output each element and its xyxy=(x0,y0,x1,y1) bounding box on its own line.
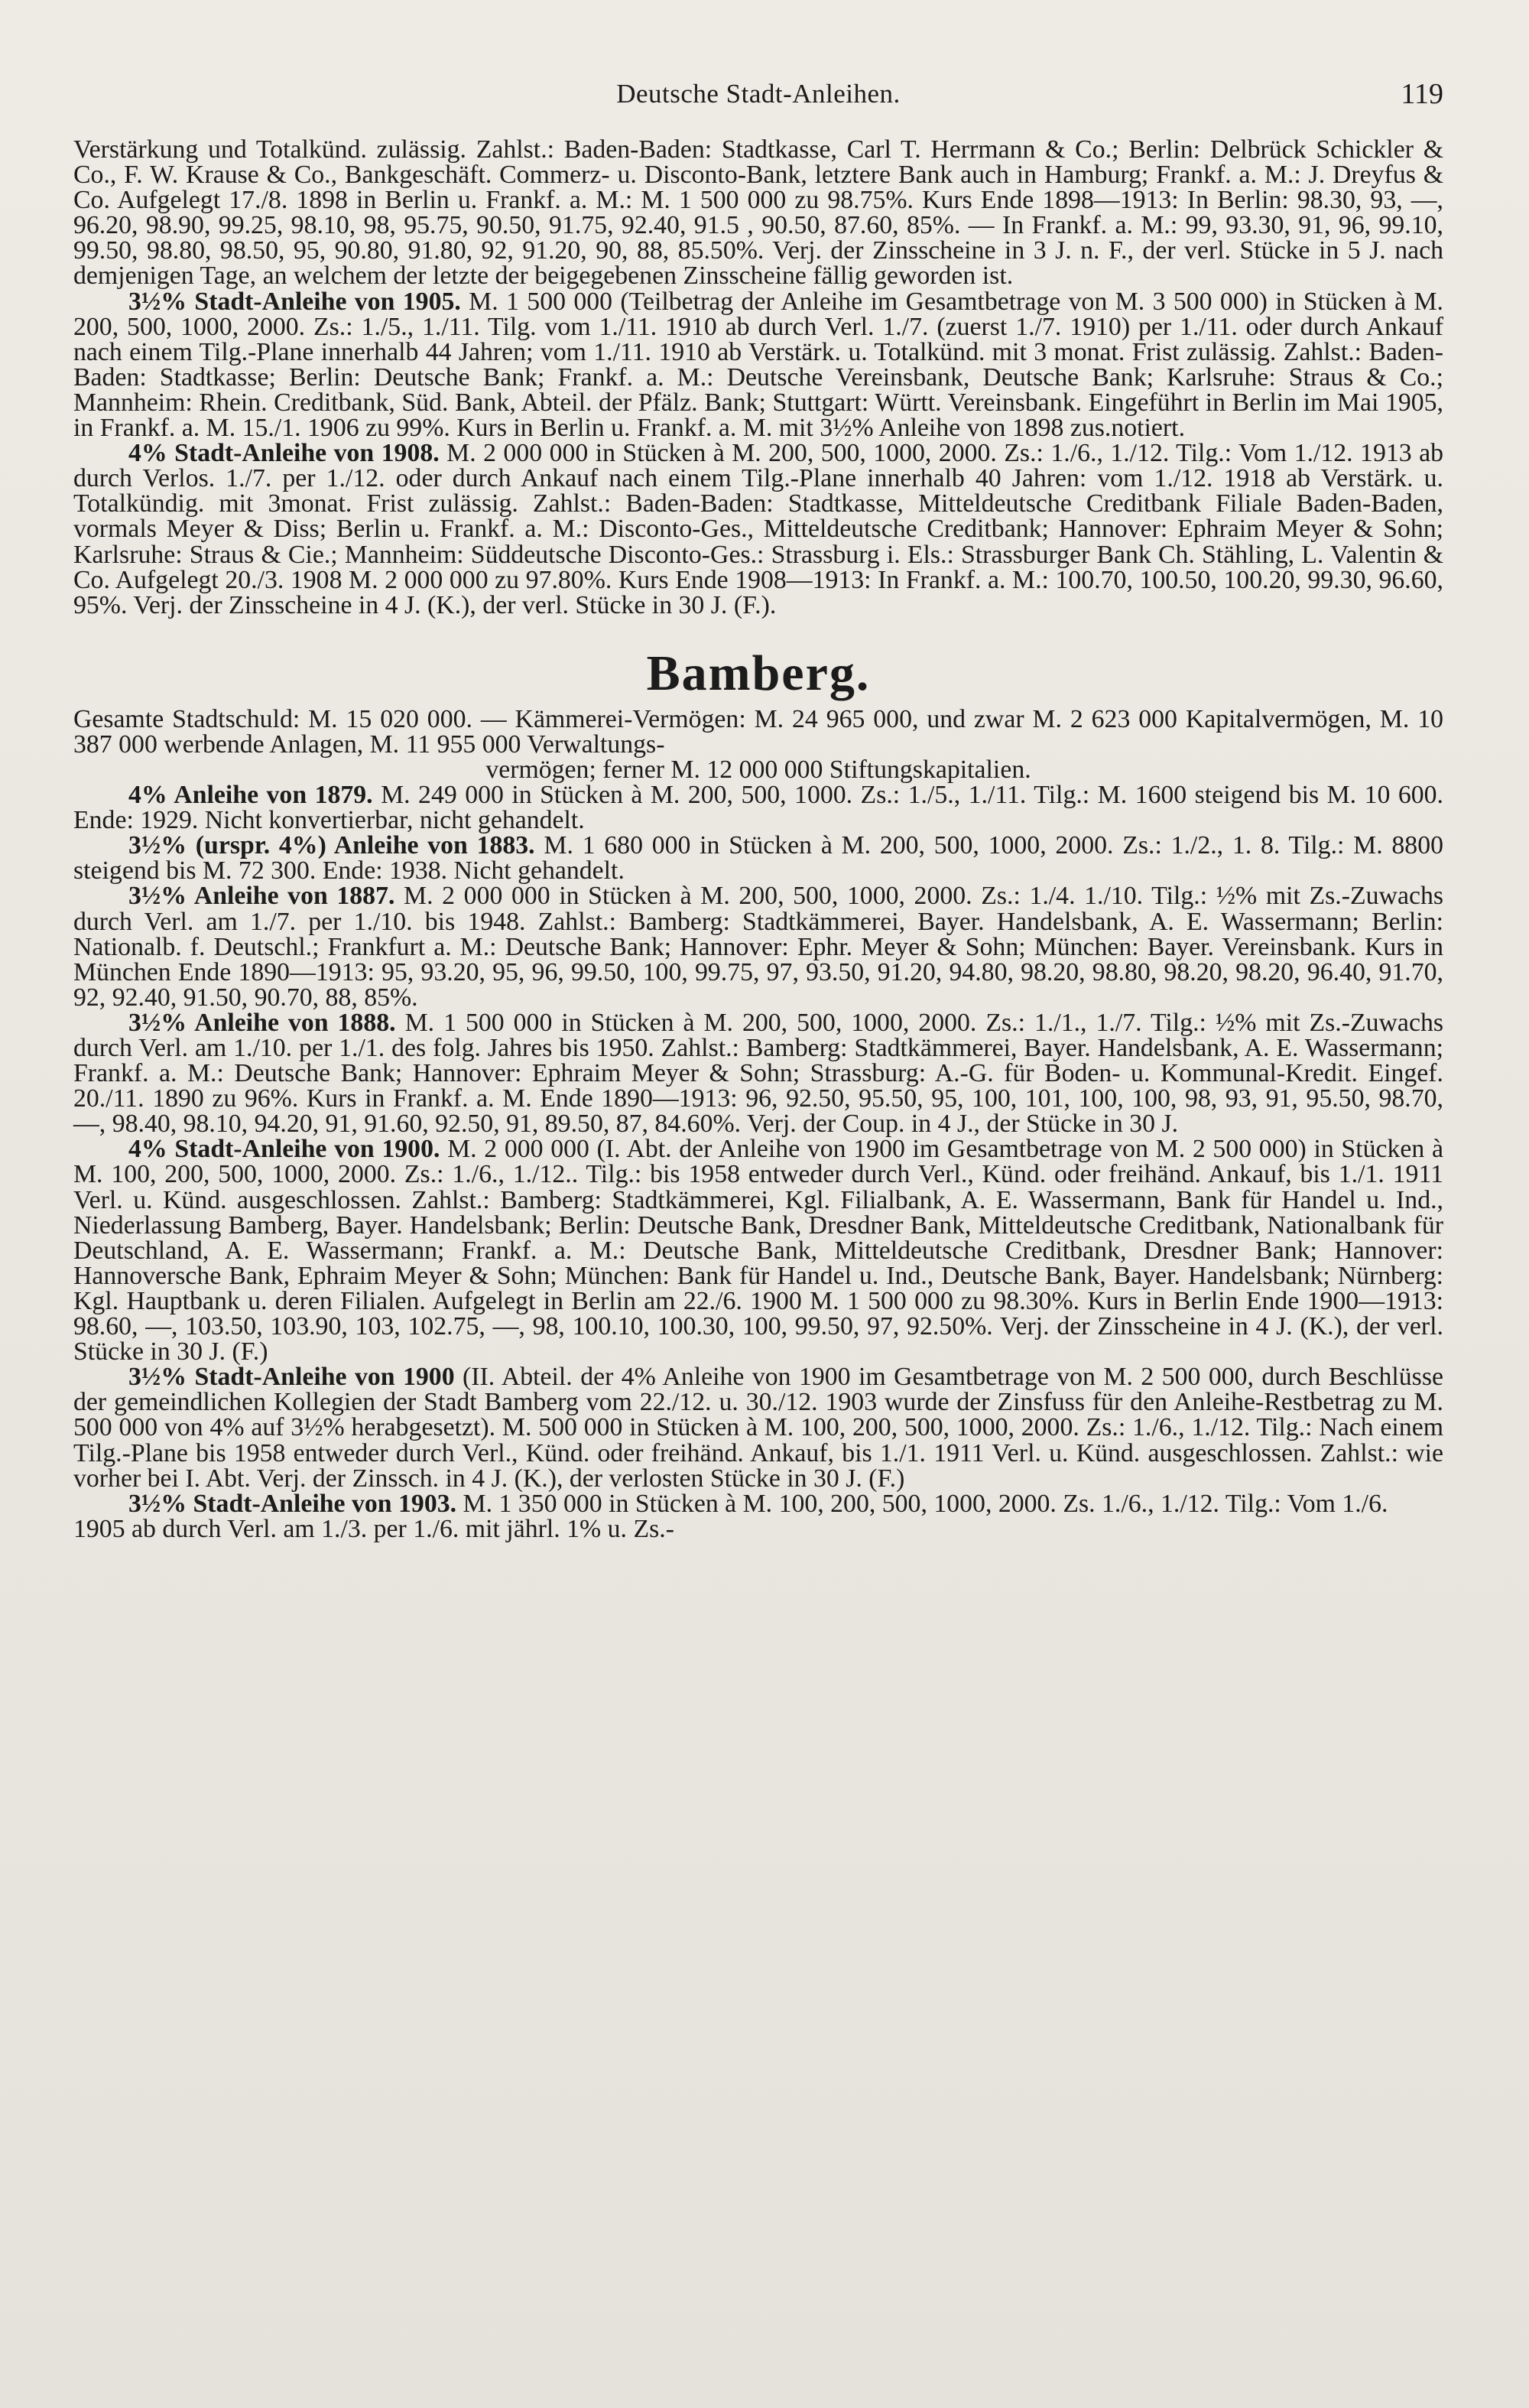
city-summary-last-line xyxy=(73,757,1443,782)
loan-text: M. 249 000 in Stücken à M. 200, 500, 1000. Zs.: 1./5., 1./11. Tilg.: M. 1600 steigend bis M. 10 600. Ende: 1929. Nicht konvertierbar, nicht gehandelt. xyxy=(73,781,1443,835)
loan-heading: 3½% Anleihe von 1887. xyxy=(128,882,395,911)
loan-text: (II. Abteil. der 4% Anleihe von 1900 im Gesamtbetrage von M. 2 500 000, durch Beschlüsse der gemeindlichen Kollegien der Stadt Bamberg vom 22./12. u. 30./12. 1903 wurde der Zinsfuss für den Anleihe-Restbetrag zu M. 500 000 von 4% auf 3½% herabgesetzt). M. 500 000 in Stücken à M. 100, 200, 500, 1000, 2000. Zs.: 1./6., 1./12. Tilg.: Nach einem Tilg.-Plane bis 1958 entweder durch Verl., Künd. oder freihänd. Ankauf, bis 1./1. 1911 Verl. u. Künd. ausgeschlossen. Zahlst.: wie vorher bei I. Abt. Verj. der Zinssch. in 4 J. (K.), der verlosten Stücke in 30 J. (F.) xyxy=(73,1363,1443,1493)
page-number: 119 xyxy=(1401,78,1443,110)
loan-entry-1879 xyxy=(73,782,1443,833)
loan-heading: 4% Anleihe von 1879. xyxy=(128,781,373,810)
paragraph-text: Verstärkung und Totalkünd. zulässig. Zahlst.: Baden-Baden: Stadtkasse, Carl T. Herrmann & Co.; Berlin: Delbrück Schickler & Co., F. W. Krause & Co., Bankgeschäft. Commerz- u. Disconto-Bank, letztere Bank auch in Hamburg; Frankf. a. M.: J. Dreyfus & Co. Aufgelegt 17./8. 1898 in Berlin u. Frankf. a. M.: M. 1 500 000 zu 98.75%. Kurs Ende 1898—1913: In Berlin: 98.30, 93, —, 96.20, 98.90, 99.25, 98.10, 98, 95.75, 90.50, 91.75, 92.40, 91.5 , 90.50, 87.60, 85%. — In Frankf. a. M.: 99, 93.30, 91, 96, 99.10, 99.50, 98.80, 98.50, 95, 90.80, 91.80, 92, 91.20, 90, 88, 85.50%. Verj. der Zinsscheine in 3 J. n. F., der verl. Stücke in 5 J. nach demjenigen Tage, an welchem der letzte der beigegebenen Zinsscheine fällig geworden ist. xyxy=(73,135,1443,291)
loan-heading: 3½% (urspr. 4%) Anleihe von 1883. xyxy=(128,831,535,860)
loan-text: M. 2 000 000 in Stücken à M. 200, 500, 1000, 2000. Zs.: 1./6., 1./12. Tilg.: Vom 1./12. 1913 ab durch Verlos. 1./7. per 1./12. oder durch Ankauf nach einem Tilg.-Plane innerhalb 40 Jahren: vom 1./12. 1918 ab Verstärk. u. Totalkündig. mit 3monat. Frist zulässig. Zahlst.: Baden-Baden: Stadtkasse, Mitteldeutsche Creditbank Filiale Baden-Baden, vormals Meyer & Diss; Berlin u. Frankf. a. M.: Disconto-Ges., Mitteldeutsche Creditbank; Hannover: Ephraim Meyer & Sohn; Karlsruhe: Straus & Cie.; Mannheim: Süddeutsche Disconto-Ges.: Strassburg i. Els.: Strassburger Bank Ch. Stähling, L. Valentin & Co. Aufgelegt 20./3. 1908 M. 2 000 000 zu 97.80%. Kurs Ende 1908—1913: In Frankf. a. M.: 100.70, 100.50, 100.20, 99.30, 96.60, 95%. Verj. der Zinsscheine in 4 J. (K.), der verl. Stücke in 30 J. (F.). xyxy=(73,439,1443,619)
loan-heading: 4% Stadt-Anleihe von 1908. xyxy=(128,439,440,468)
loan-entry-1908 xyxy=(73,440,1443,618)
loan-entry-1883 xyxy=(73,831,1443,886)
city-summary-main: Gesamte Stadtschuld: M. 15 020 000. — Kämmerei-Vermögen: M. 24 965 000, und zwar M. 2 623 000 Kapitalvermögen, M. 10 387 000 werbende Anlagen, M. 11 955 000 Verwaltungs- xyxy=(73,704,1443,759)
loan-text: M. 1 350 000 in Stücken à M. 100, 200, 500, 1000, 2000. Zs. 1./6., 1./12. Tilg.: Vom 1./6. 1905 ab durch Verl. am 1./3. per 1./6. mit jährl. 1% u. Zs.- xyxy=(73,1489,1388,1543)
loan-text: M. 1 500 000 (Teilbetrag der Anleihe im Gesamtbetrage von M. 3 500 000) in Stücken à M. 200, 500, 1000, 2000. Zs.: 1./5., 1./11. Tilg. vom 1./11. 1910 ab durch Verl. 1./7. (zuerst 1./7. 1910) per 1./11. oder durch Ankauf nach einem Tilg.-Plane innerhalb 44 Jahren; vom 1./11. 1910 ab Verstärk. u. Totalkünd. mit 3 monat. Frist zulässig. Zahlst.: Baden-Baden: Stadtkasse; Berlin: Deutsche Bank; Frankf. a. M.: Deutsche Vereinsbank, Deutsche Bank; Karlsruhe: Straus & Co.; Mannheim: Rhein. Creditbank, Süd. Bank, Abteil. der Pfälz. Bank; Stuttgart: Württ. Vereinsbank. Eingeführt in Berlin im Mai 1905, in Frankf. a. M. 15./1. 1906 zu 99%. Kurs in Berlin u. Frankf. a. M. mit 3½% Anleihe von 1898 zus.notiert. xyxy=(73,287,1443,443)
loan-text: M. 1 500 000 in Stücken à M. 200, 500, 1000, 2000. Zs.: 1./1., 1./7. Tilg.: ½% mit Zs.-Zuwachs durch Verl. am 1./10. per 1./1. des folg. Jahres bis 1950. Zahlst.: Bamberg: Stadtkämmerei, Bayer. Handelsbank, A. E. Wassermann; Frankf. a. M.: Deutsche Bank; Hannover: Ephraim Meyer & Sohn; Strassburg: A.-G. für Boden- u. Kommunal-Kredit. Eingef. 20./11. 1890 zu 96%. Kurs in Frankf. a. M. Ende 1890—1913: 96, 92.50, 95.50, 95, 100, 101, 100, 100, 98, 93, 91, 95.50, 98.70, —, 98.40, 98.10, 94.20, 91, 91.60, 92.50, 91, 89.50, 87, 84.60%. Verj. der Coup. in 4 J., der Stücke in 30 J. xyxy=(73,1008,1443,1139)
loan-entry-1900-ii xyxy=(73,1363,1443,1493)
loan-entry-1903 xyxy=(73,1491,1443,1542)
loan-entry-1888 xyxy=(73,1008,1443,1139)
running-title: Deutsche Stadt-Anleihen. xyxy=(616,79,901,109)
loan-entry-1887 xyxy=(73,882,1443,1012)
loan-heading: 3½% Stadt-Anleihe von 1903. xyxy=(128,1489,457,1518)
page-content xyxy=(73,137,1443,1542)
loan-entry-1900-i xyxy=(73,1136,1443,1364)
city-summary-last: vermögen; ferner M. 12 000 000 Stiftungskapitalien. xyxy=(485,755,1031,784)
loan-heading: 3½% Anleihe von 1888. xyxy=(128,1008,396,1037)
city-summary xyxy=(73,704,1443,759)
city-heading: Bamberg. xyxy=(646,645,871,701)
loan-heading: 3½% Stadt-Anleihe von 1900 xyxy=(128,1363,455,1392)
loan-heading: 4% Stadt-Anleihe von 1900. xyxy=(128,1135,440,1164)
loan-text: M. 1 680 000 in Stücken à M. 200, 500, 1000, 2000. Zs.: 1./2., 1. 8. Tilg.: M. 8800 steigend bis M. 72 300. Ende: 1938. Nicht gehandelt. xyxy=(73,831,1443,886)
loan-text: M. 2 000 000 in Stücken à M. 200, 500, 1000, 2000. Zs.: 1./4. 1./10. Tilg.: ½% mit Zs.-Zuwachs durch Verl. am 1./7. per 1./10. bis 1948. Zahlst.: Bamberg: Stadtkämmerei, Bayer. Handelsbank, A. E. Wassermann; Berlin: Nationalb. f. Deutschl.; Frankfurt a. M.: Deutsche Bank; Hannover: Ephr. Meyer & Sohn; München: Bayer. Vereinsbank. Kurs in München Ende 1890—1913: 95, 93.20, 95, 96, 99.50, 100, 99.75, 97, 93.50, 91.20, 94.80, 98.20, 98.80, 98.20, 98.20, 96.40, 91.70, 92, 92.40, 91.50, 90.70, 88, 85%. xyxy=(73,882,1443,1012)
loan-text: M. 2 000 000 (I. Abt. der Anleihe von 1900 im Gesamtbetrage von M. 2 500 000) in Stücken à M. 100, 200, 500, 1000, 2000. Zs.: 1./6., 1./12.. Tilg.: bis 1958 entweder durch Verl., Künd. oder freihänd. Ankauf, bis 1./1. 1911 Verl. u. Künd. ausgeschlossen. Zahlst.: Bamberg: Stadtkämmerei, Kgl. Filialbank, A. E. Wassermann, Bank für Handel u. Ind., Niederlassung Bamberg, Bayer. Handelsbank; Berlin: Deutsche Bank, Dresdner Bank, Mitteldeutsche Creditbank, Nationalbank für Deutschland, A. E. Wassermann; Frankf. a. M.: Deutsche Bank, Mitteldeutsche Creditbank, Dresdner Bank; Hannover: Hannoversche Bank, Ephraim Meyer & Sohn; München: Bank für Handel u. Ind., Deutsche Bank, Bayer. Handelsbank; Nürnberg: Kgl. Hauptbank u. deren Filialen. Aufgelegt in Berlin am 22./6. 1900 M. 1 500 000 zu 98.30%. Kurs in Berlin Ende 1900—1913: 98.60, —, 103.50, 103.90, 103, 102.75, —, 98, 100.10, 100.30, 100, 99.50, 97, 92.50%. Verj. der Zinsscheine in 4 J. (K.), der verl. Stücke in 30 J. (F.) xyxy=(73,1135,1443,1366)
continued-paragraph xyxy=(73,137,1443,289)
loan-heading: 3½% Stadt-Anleihe von 1905. xyxy=(128,287,461,316)
page-header xyxy=(73,73,1443,126)
loan-entry-1905 xyxy=(73,289,1443,441)
